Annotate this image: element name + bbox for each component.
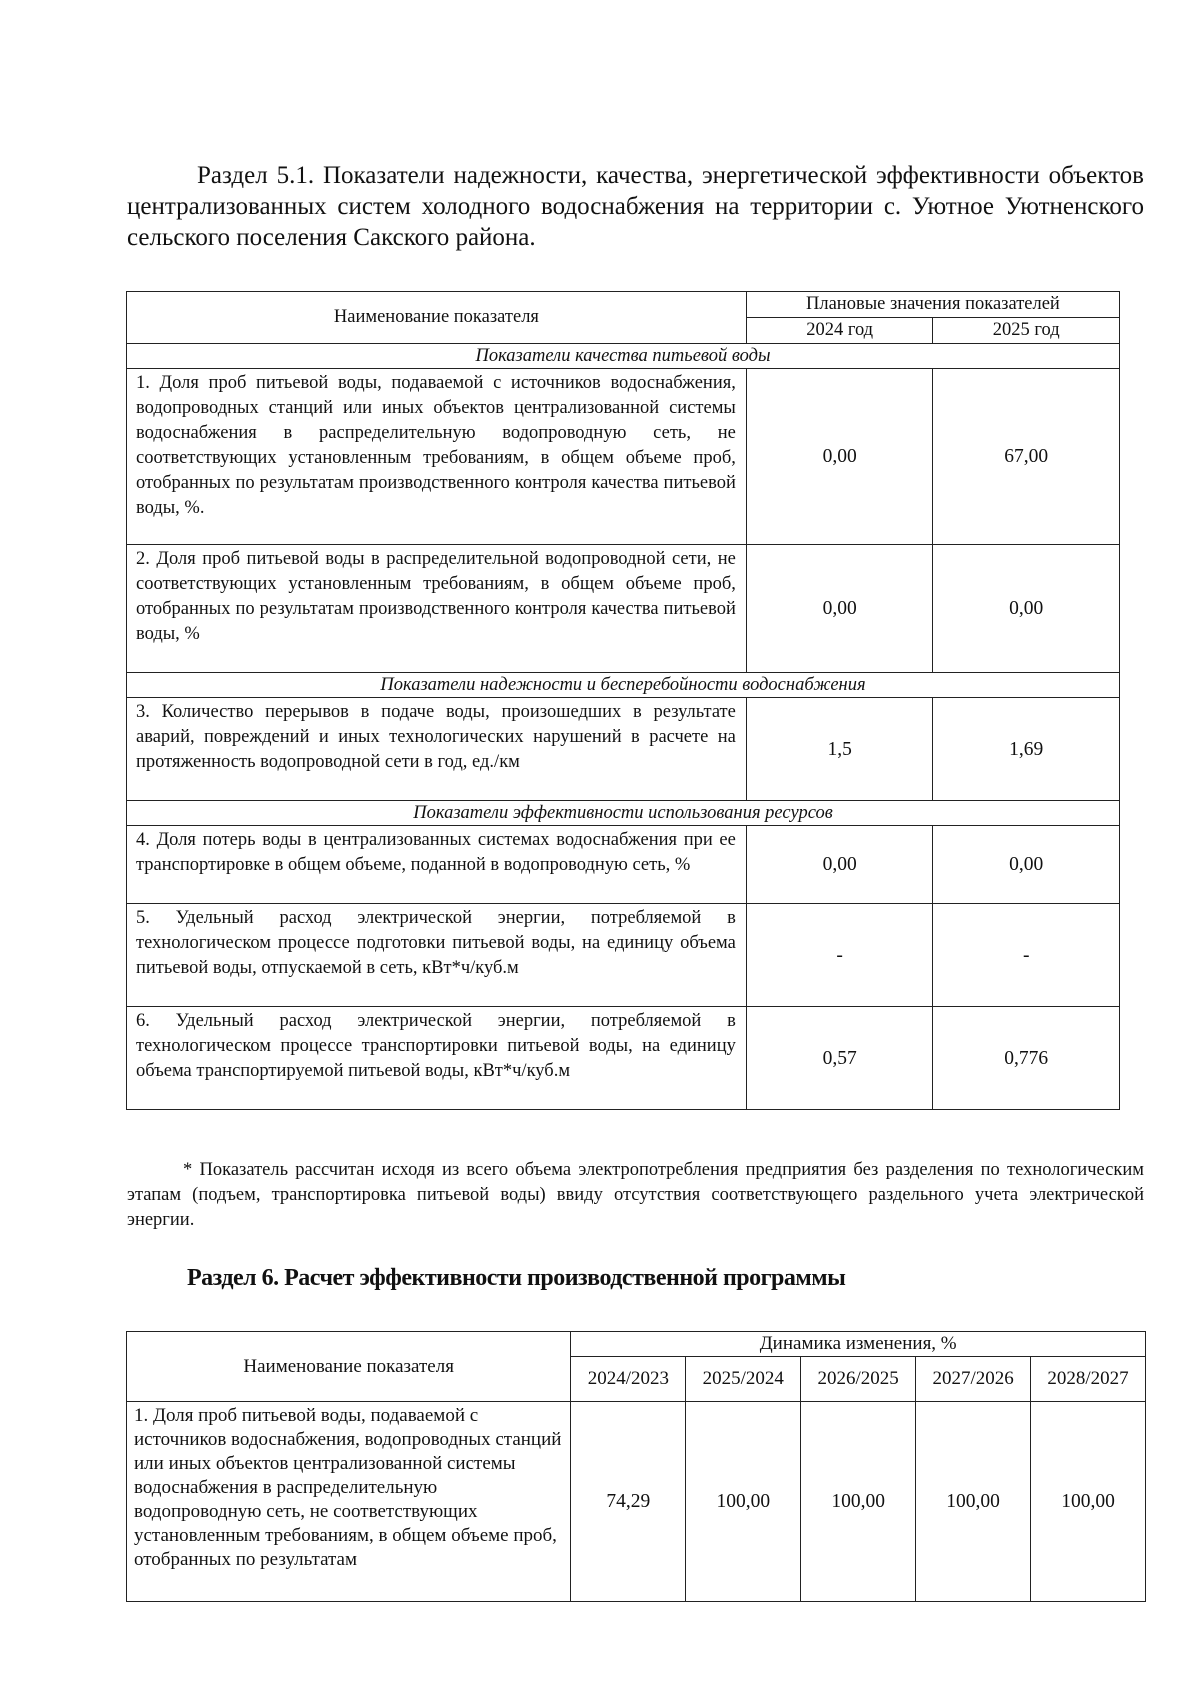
row-name: 6. Удельный расход электрической энергии, потребляемой в технологическом процессе транспортировки питьевой воды, на единицу объема транспортируемой питьевой воды, кВт*ч/куб.м <box>127 1007 747 1110</box>
section-5-1-title: Раздел 5.1. Показатели надежности, качества, энергетической эффективности объектов централизованных систем холодного водоснабжения на территории с. Уютное Уютненского сельского поселения Сакского района. <box>127 162 1144 251</box>
row-name: 5. Удельный расход электрической энергии, потребляемой в технологическом процессе подготовки питьевой воды, на единицу объема питьевой воды, отпускаемой в сеть, кВт*ч/куб.м <box>127 904 747 1007</box>
row-value: 74,29 <box>571 1402 686 1602</box>
row-value-2025: 1,69 <box>933 698 1120 801</box>
column-header-period: 2025/2024 <box>686 1357 801 1402</box>
efficiency-table <box>126 1331 1146 1602</box>
row-value-2024: 1,5 <box>746 698 933 801</box>
table-row <box>127 904 1120 1007</box>
table-row <box>127 1402 1146 1602</box>
row-value: 100,00 <box>1031 1402 1146 1602</box>
section-6-title: Раздел 6. Расчет эффективности производственной программы <box>187 1265 846 1291</box>
row-value-2025: 0,00 <box>933 545 1120 673</box>
indicators-table <box>126 291 1120 1110</box>
section-quality-title: Показатели качества питьевой воды <box>127 344 1120 369</box>
table-row <box>127 826 1120 904</box>
row-value: 100,00 <box>686 1402 801 1602</box>
table-header-row <box>127 1332 1146 1357</box>
row-value-2025: 0,776 <box>933 1007 1120 1110</box>
section-resources-title: Показатели эффективности использования ресурсов <box>127 801 1120 826</box>
row-name: 2. Доля проб питьевой воды в распределительной водопроводной сети, не соответствующих установленным требованиям, в общем объеме проб, отобранных по результатам производственного контроля качества питьевой воды, % <box>127 545 747 673</box>
table-row <box>127 698 1120 801</box>
row-value-2024: 0,00 <box>746 369 933 545</box>
column-header-period: 2024/2023 <box>571 1357 686 1402</box>
table-header-row <box>127 292 1120 318</box>
row-value-2024: 0,00 <box>746 545 933 673</box>
row-name: 4. Доля потерь воды в централизованных системах водоснабжения при ее транспортировке в общем объеме, поданной в водопроводную сеть, % <box>127 826 747 904</box>
column-header-name: Наименование показателя <box>127 1332 571 1402</box>
row-name: 1. Доля проб питьевой воды, подаваемой с источников водоснабжения, водопроводных станций или иных объектов централизованной системы водоснабжения в распределительную водопроводную сеть, не соответствующих установленным требованиям, в общем объеме проб, отобранных по результатам <box>127 1402 571 1602</box>
row-name: 3. Количество перерывов в подаче воды, произошедших в результате аварий, повреждений и иных технологических нарушений в расчете на протяженность водопроводной сети в год, ед./км <box>127 698 747 801</box>
section-reliability-title: Показатели надежности и бесперебойности водоснабжения <box>127 673 1120 698</box>
row-value-2025: 0,00 <box>933 826 1120 904</box>
column-header-period: 2026/2025 <box>801 1357 916 1402</box>
row-value: 100,00 <box>801 1402 916 1602</box>
section-row <box>127 801 1120 826</box>
row-value-2025: 67,00 <box>933 369 1120 545</box>
section-row <box>127 344 1120 369</box>
column-header-dynamics: Динамика изменения, % <box>571 1332 1146 1357</box>
row-value-2024: 0,57 <box>746 1007 933 1110</box>
table-row <box>127 369 1120 545</box>
table-row <box>127 1007 1120 1110</box>
row-value-2024: 0,00 <box>746 826 933 904</box>
row-value: 100,00 <box>916 1402 1031 1602</box>
footnote: * Показатель рассчитан исходя из всего объема электропотребления предприятия без разделения по технологическим этапам (подъем, транспортировка питьевой воды) ввиду отсутствия соответствующего раздельного учета электрической энергии. <box>127 1160 1144 1230</box>
table-row <box>127 545 1120 673</box>
row-value-2024: - <box>746 904 933 1007</box>
row-value-2025: - <box>933 904 1120 1007</box>
column-header-planned: Плановые значения показателей <box>746 292 1119 318</box>
column-header-2024: 2024 год <box>746 318 933 344</box>
column-header-name: Наименование показателя <box>127 292 747 344</box>
column-header-period: 2028/2027 <box>1031 1357 1146 1402</box>
row-name: 1. Доля проб питьевой воды, подаваемой с источников водоснабжения, водопроводных станций или иных объектов централизованной системы водоснабжения в распределительную водопроводную сеть, не соответствующих установленным требованиям, в общем объеме проб, отобранных по результатам производственного контроля качества питьевой воды, %. <box>127 369 747 545</box>
column-header-2025: 2025 год <box>933 318 1120 344</box>
section-row <box>127 673 1120 698</box>
column-header-period: 2027/2026 <box>916 1357 1031 1402</box>
